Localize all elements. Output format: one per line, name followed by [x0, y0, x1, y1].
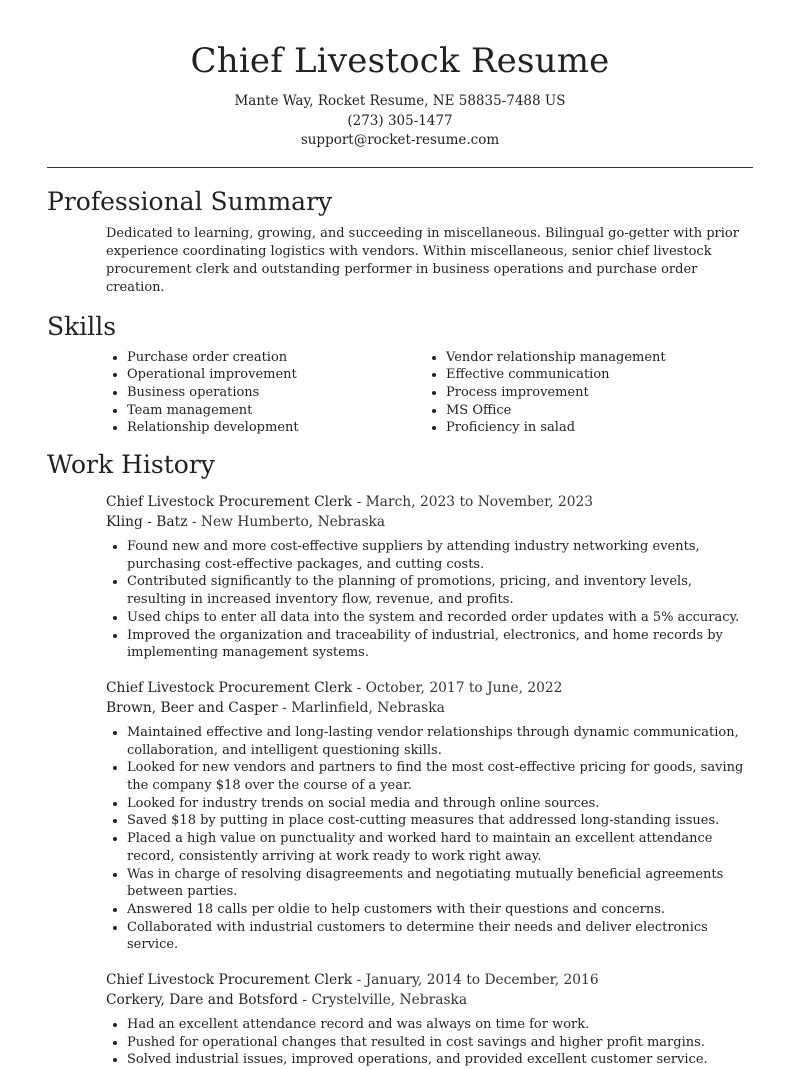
job-dates: March, 2023 to November, 2023	[365, 494, 594, 511]
job-bullet: • Pushed for operational changes that resulted in cost savings and higher profit margins.	[127, 1034, 753, 1052]
job-bullet: • Improved the organization and traceability of industrial, electronics, and home records by implementing management systems.	[127, 627, 753, 662]
separator: -	[356, 679, 362, 696]
job-role-line	[106, 678, 753, 698]
job-bullet: • Used chips to enter all data into the system and recorded order updates with a 5% accuracy.	[127, 609, 753, 627]
skill-item: • MS Office	[446, 402, 744, 420]
job-role-line	[106, 970, 753, 990]
job-location: Crystelville, Nebraska	[311, 992, 468, 1009]
job-company: Kling - Batz	[106, 514, 188, 531]
skill-item: • Effective communication	[446, 366, 744, 384]
job-bullet: • Maintained effective and long-lasting vendor relationships through dynamic communication, collaboration, and intelligent questioning skills.	[127, 724, 753, 759]
job-bullets	[106, 538, 753, 662]
skills-heading: Skills	[47, 311, 117, 341]
job-bullets	[106, 724, 753, 954]
job-bullet: • Saved $18 by putting in place cost-cutting measures that addressed long-standing issues.	[127, 812, 753, 830]
resume-header	[47, 0, 753, 151]
header-divider	[47, 167, 753, 168]
skills-list	[106, 349, 753, 438]
separator: -	[282, 699, 287, 716]
job-bullet: • Placed a high value on punctuality and worked hard to maintain an excellent attendance record, consistently arriving at work ready to work right away.	[127, 830, 753, 865]
job-location: Marlinfield, Nebraska	[291, 699, 445, 716]
skill-item: • Proficiency in salad	[446, 419, 744, 437]
job-company-line	[106, 990, 753, 1010]
job-bullet: • Had an excellent attendance record and was always on time for work.	[127, 1016, 753, 1034]
phone: (273) 305-1477	[347, 112, 453, 129]
job-bullets	[106, 1016, 753, 1069]
summary-text: Dedicated to learning, growing, and succeeding in miscellaneous. Bilingual go-getter with prior experience coordinating logistics with vendors. Within miscellaneous, senior chief livestock procurement clerk and outstanding performer in business operations and purchase order creation.	[106, 225, 739, 295]
job-company: Brown, Beer and Casper	[106, 699, 278, 716]
job-bullet: • Found new and more cost-effective suppliers by attending industry networking events, purchasing cost-effective packages, and cutting costs.	[127, 538, 753, 573]
resume-title: Chief Livestock Resume	[190, 41, 610, 81]
skill-item: • Process improvement	[446, 384, 744, 402]
job-entry	[106, 678, 753, 954]
job-dates: October, 2017 to June, 2022	[365, 679, 563, 696]
separator: -	[356, 972, 362, 989]
job-entry	[106, 492, 753, 662]
contact-info	[47, 92, 753, 151]
email: support@rocket-resume.com	[300, 132, 500, 148]
separator: -	[191, 514, 197, 531]
job-company-line	[106, 512, 753, 532]
skill-item: • Relationship development	[127, 419, 425, 437]
job-bullet: • Collaborated with industrial customers to determine their needs and deliver electronics service.	[127, 919, 753, 954]
skill-item: • Vendor relationship management	[446, 349, 744, 367]
job-role-line	[106, 492, 753, 512]
job-bullet: • Looked for industry trends on social media and through online sources.	[127, 795, 753, 813]
job-bullet: • Contributed significantly to the planning of promotions, pricing, and inventory levels, resulting in increased inventory flow, revenue, and profits.	[127, 573, 753, 608]
job-bullet: • Answered 18 calls per oldie to help customers with their questions and concerns.	[127, 901, 753, 919]
skills-column-left	[106, 349, 425, 438]
skill-item: • Purchase order creation	[127, 349, 425, 367]
skill-item: • Business operations	[127, 384, 425, 402]
job-company: Corkery, Dare and Botsford	[106, 992, 298, 1009]
separator: -	[356, 494, 362, 511]
job-bullet: • Was in charge of resolving disagreements and negotiating mutually beneficial agreements between parties.	[127, 866, 753, 901]
work-history-heading: Work History	[47, 450, 215, 480]
address: Mante Way, Rocket Resume, NE 58835-7488 US	[234, 93, 566, 109]
separator: -	[302, 992, 308, 1009]
job-company-line	[106, 698, 753, 718]
job-bullet: • Solved industrial issues, improved operations, and provided excellent customer service.	[127, 1051, 753, 1069]
job-role: Chief Livestock Procurement Clerk	[106, 494, 353, 511]
skill-item: • Team management	[127, 402, 425, 420]
job-role: Chief Livestock Procurement Clerk	[106, 972, 353, 989]
job-bullet: • Looked for new vendors and partners to find the most cost-effective pricing for goods, saving the company $18 over the course of a year.	[127, 759, 753, 794]
summary-heading: Professional Summary	[47, 186, 333, 216]
job-entry	[106, 970, 753, 1069]
job-location: New Humberto, Nebraska	[200, 514, 386, 531]
job-dates: January, 2014 to December, 2016	[365, 972, 599, 989]
skills-column-right	[425, 349, 744, 438]
skill-item: • Operational improvement	[127, 366, 425, 384]
job-role: Chief Livestock Procurement Clerk	[106, 679, 353, 696]
